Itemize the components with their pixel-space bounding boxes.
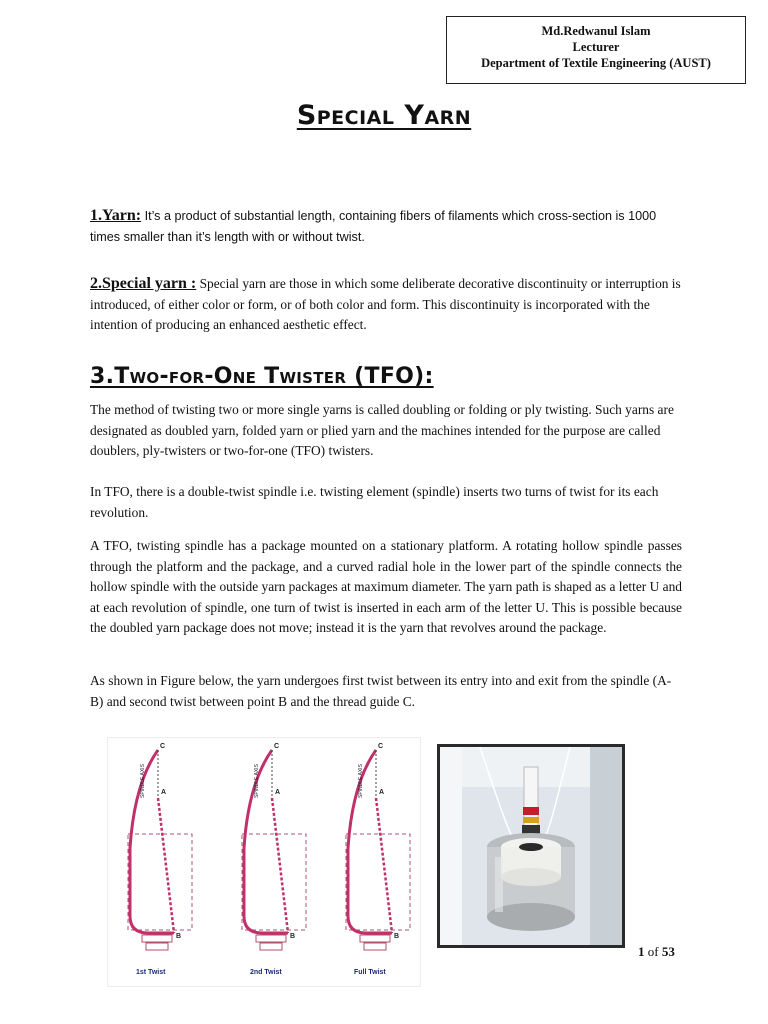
spindle-axis-label: SPINDLE AXIS [358,764,364,798]
point-label-c: C [160,743,166,750]
point-label-b: B [176,933,182,940]
page-number [638,944,675,960]
current-page: 1 [638,944,645,959]
page-of-text: of [647,944,659,959]
twist-diagram-2 [242,743,306,976]
tfo-paragraph-1: The method of twisting two or more single yarns is called doubling or folding or ply twisting. Such yarns are designated as doubled yarn, folded yarn or plied yarn and the machines intended for the purpose are called doublers, ply-twisters or two-for-one (TFO) twisters. [90,402,674,458]
yarn-definition [90,206,682,247]
author-name: Md.Redwanul Islam [541,24,651,38]
yarn-body: It’s a product of substantial length, containing fibers of filaments which cross-section is 1000 times smaller than it’s length with or without twist. [90,209,657,244]
point-label-c: C [378,743,384,750]
twist-diagram-1 [128,743,192,976]
tfo-paragraph-4: As shown in Figure below, the yarn undergoes first twist between its entry into and exit from the spindle (A-B) and second twist between point B and the thread guide C. [90,673,672,709]
special-yarn-heading: 2.Special yarn : [90,275,197,292]
tfo-spindle-photo [437,744,625,948]
point-label-b: B [394,933,400,940]
special-yarn-definition [90,274,682,336]
twist-caption: 1st Twist [136,969,166,976]
author-info-box [446,16,746,84]
twist-diagram-figure [108,738,420,986]
author-department: Department of Textile Engineering (AUST) [481,56,711,70]
twist-caption: 2nd Twist [250,969,282,976]
spindle-axis-label: SPINDLE AXIS [140,764,146,798]
point-label-a: A [161,789,167,796]
point-label-a: A [379,789,385,796]
total-pages: 53 [661,944,675,959]
yarn-heading: 1.Yarn: [90,207,142,224]
point-label-c: C [274,743,280,750]
point-label-b: B [290,933,296,940]
tfo-heading: 3.Two-for-One Twister (TFO): [90,364,434,389]
special-yarn-body: Special yarn are those in which some deliberate decorative discontinuity or interruption is introduced, of either color or form, or of both color and form. This discontinuity is incorporated with the intention of producing an enhanced aesthetic effect. [90,276,681,332]
tfo-paragraph-2: In TFO, there is a double-twist spindle i.e. twisting element (spindle) inserts two turns of twist for its each revolution. [90,484,659,520]
document-title: Special Yarn [296,100,472,131]
author-position: Lecturer [572,40,620,54]
point-label-a: A [275,789,281,796]
tfo-paragraph-3: A TFO, twisting spindle has a package mounted on a stationary platform. A rotating hollow spindle passes through the platform and the package, and a curved radial hole in the lower part of the spindle connects the hollow spindle with the outside yarn packages at maximum diameter. The yarn path is shaped as a letter U and at each revolution of spindle, one turn of twist is inserted in each arm of the letter U. This is possible because the doubled yarn package does not move; instead it is the yarn that revolves around the package. [90,538,682,635]
spindle-axis-label: SPINDLE AXIS [254,764,260,798]
twist-diagram-3 [346,743,410,976]
twist-caption: Full Twist [354,969,386,976]
